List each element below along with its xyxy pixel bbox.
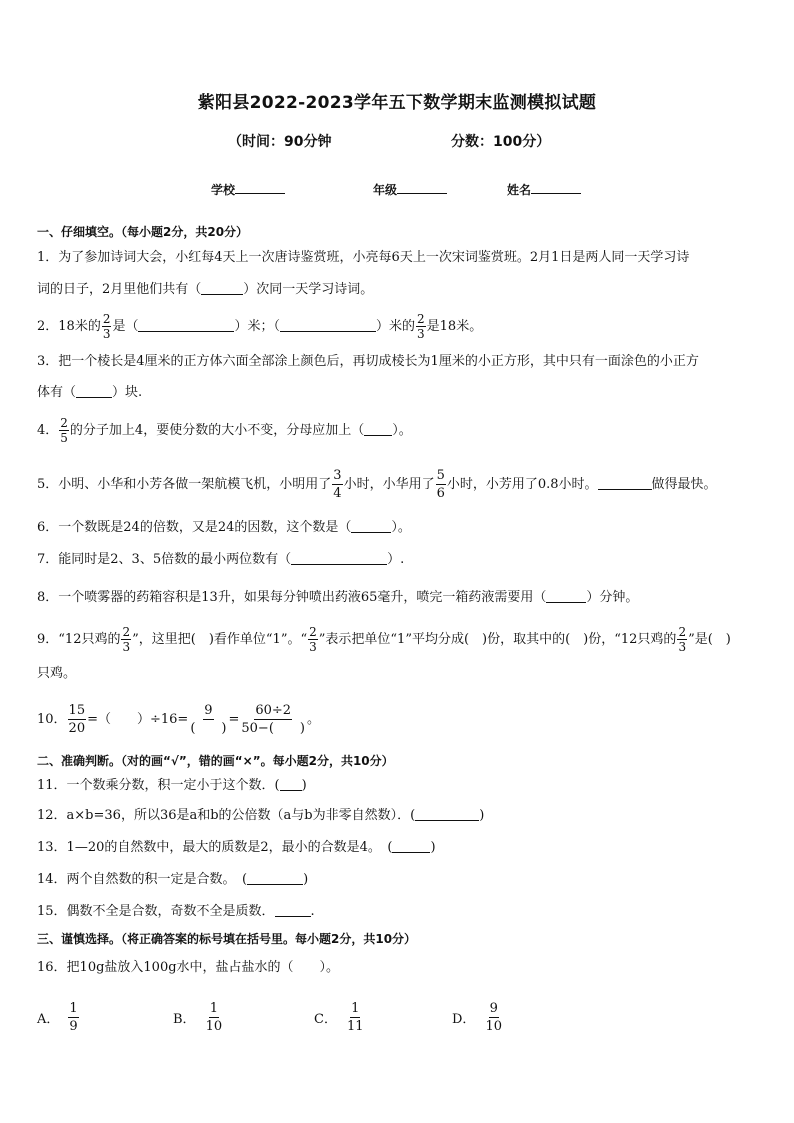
answer-blank[interactable] (76, 383, 112, 398)
fraction: $\frac{2}{5}$ (60, 416, 68, 445)
question-1-line-1: 1．为了参加诗词大会，小红每4天上一次唐诗鉴赏班，小亮每6天上一次宋词鉴赏班。2月1日是两人同一天学习诗 (37, 250, 690, 265)
question-7: 7．能同时是2、3、5倍数的最小两位数有（ ）. (37, 552, 405, 567)
name-blank[interactable] (531, 181, 581, 194)
section-2-heading: 二、准确判断。（对的画“√”，错的画“×”。每小题2分，共10分） (37, 754, 394, 768)
answer-blank[interactable] (546, 588, 586, 603)
section-1-heading: 一、仔细填空。（每小题2分，共20分） (37, 225, 249, 239)
question-3-line-2: 体有（ ）块. (37, 385, 143, 400)
question-11: 11．一个数乘分数，积一定小于这个数．( ) (37, 778, 307, 793)
question-16-stem: 16．把10g盐放入100g水中，盐占盐水的（ ）。 (37, 960, 340, 975)
school-blank[interactable] (235, 181, 285, 194)
fraction: $\frac{9}{( )}$ (190, 703, 227, 736)
fraction: $\frac{9}{10}$ (485, 1001, 502, 1034)
fraction: $\frac{2}{3}$ (417, 312, 425, 341)
answer-blank[interactable] (280, 776, 302, 791)
fraction: $\frac{2}{3}$ (309, 625, 317, 654)
fraction: $\frac{3}{4}$ (333, 468, 342, 501)
question-9-line-1: 9．“12只鸡的 $\frac{2}{3}$ ”，这里把( )看作单位“1”。“ $\frac{2}{3}$ ”表示把单位“1”平均分成( )份，取其中的( )份，“12只鸡的 $\frac{2}{3}$ ”是( ) (37, 625, 731, 654)
question-4: 4． $\frac{2}{5}$ 的分子加上4，要使分数的大小不变，分母应加上（ ）。 (37, 416, 412, 445)
fraction: $\frac{1}{9}$ (69, 1001, 78, 1034)
option-d[interactable]: D． $\frac{9}{10}$ (452, 1001, 502, 1034)
option-b[interactable]: B． $\frac{1}{10}$ (173, 1001, 223, 1034)
page-title: 紫阳县2022-2023学年五下数学期末监测模拟试题 (197, 93, 597, 113)
answer-blank[interactable] (280, 317, 376, 332)
exam-time: （时间：90分钟 (228, 134, 332, 150)
grade-field (373, 181, 447, 198)
question-3-line-1: 3．把一个棱长是4厘米的正方体六面全部涂上颜色后，再切成棱长为1厘米的小正方形，其中只有一面涂色的小正方 (37, 354, 699, 369)
answer-blank[interactable] (598, 475, 652, 490)
question-15: 15．偶数不全是合数，奇数不全是质数． . (37, 904, 315, 919)
answer-blank[interactable] (351, 518, 391, 533)
answer-blank[interactable] (364, 421, 392, 436)
grade-blank[interactable] (397, 181, 447, 194)
section-3-heading: 三、谨慎选择。（将正确答案的标号填在括号里。每小题2分，共10分） (37, 932, 417, 946)
option-c[interactable]: C． $\frac{1}{11}$ (314, 1001, 364, 1034)
fraction: $\frac{2}{3}$ (122, 625, 131, 654)
question-8: 8．一个喷雾器的药箱容积是13升，如果每分钟喷出药液65毫升，喷完一箱药液需要用（ ）分钟。 (37, 590, 639, 605)
option-a[interactable]: A． $\frac{1}{9}$ (37, 1001, 78, 1034)
fraction: $\frac{1}{10}$ (205, 1001, 223, 1034)
answer-blank[interactable] (138, 317, 234, 332)
fraction: $\frac{1}{11}$ (346, 1001, 364, 1034)
answer-blank[interactable] (201, 280, 243, 295)
name-field (507, 181, 581, 198)
exam-score: 分数：100分） (451, 134, 551, 150)
question-5: 5．小明、小华和小芳各做一架航模飞机，小明用了 $\frac{3}{4}$ 小时，小华用了 $\frac{5}{6}$ 小时，小芳用了0.8小时。 做得最快。 (37, 468, 717, 501)
fraction: $\frac{15}{20}$ (68, 703, 86, 736)
question-12: 12．a×b=36，所以36是a和b的公倍数（a与b为非零自然数）．( ) (37, 808, 485, 823)
question-10: 10． $\frac{15}{20}$ =（ ）÷16= $\frac{9}{( )}$ = $\frac{60\div 2}{50-( )}$ 。 (37, 703, 320, 736)
fraction: $\frac{2}{3}$ (102, 312, 111, 341)
fraction: $\frac{2}{3}$ (678, 625, 687, 654)
question-1-line-2: 词的日子，2月里他们共有（ ）次同一天学习诗词。 (37, 282, 374, 297)
answer-blank[interactable] (392, 838, 430, 853)
answer-blank[interactable] (291, 550, 387, 565)
answer-blank[interactable] (415, 806, 479, 821)
question-9-line-2: 只鸡。 (37, 666, 77, 681)
question-13: 13．1—20的自然数中，最大的质数是2，最小的合数是4。 ( ) (37, 840, 436, 855)
school-label: 学校 (211, 183, 236, 197)
answer-blank[interactable] (247, 870, 303, 885)
name-label: 姓名 (507, 183, 532, 197)
fraction: $\frac{5}{6}$ (436, 468, 445, 501)
question-14: 14．两个自然数的积一定是合数。 ( ) (37, 872, 309, 887)
question-2: 2．18米的 $\frac{2}{3}$ 是（ ）米；（ ）米的 $\frac{2}{3}$ 是18米。 (37, 312, 483, 341)
question-6: 6．一个数既是24的倍数，又是24的因数，这个数是（ ）。 (37, 520, 411, 535)
school-field (211, 181, 285, 198)
fraction: $\frac{60\div 2}{50-( )}$ (241, 703, 305, 736)
grade-label: 年级 (373, 183, 398, 197)
answer-blank[interactable] (275, 902, 311, 917)
